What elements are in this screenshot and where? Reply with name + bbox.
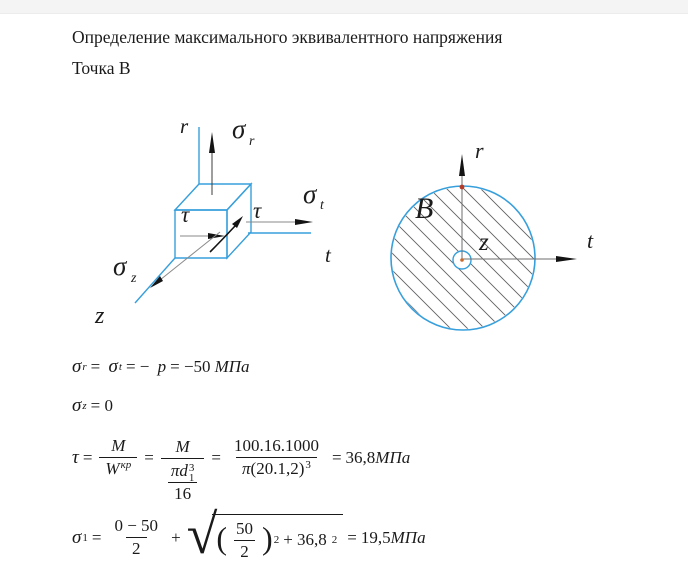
section-z-label: z xyxy=(479,229,489,256)
formula-tau xyxy=(72,411,410,504)
sigma-z-arrow xyxy=(150,232,220,288)
section-r-axis-label: r xyxy=(475,138,484,163)
equals: = xyxy=(347,527,357,547)
page-title: Определение максимального эквивалентного напряжения xyxy=(72,27,503,47)
formula-sigma-rt xyxy=(72,356,250,378)
section-r-axis-arrow xyxy=(459,154,465,260)
plus-term: + 36,8 xyxy=(283,530,327,550)
value: = −50 xyxy=(170,357,211,376)
denominator xyxy=(99,457,137,479)
denominator: 2 xyxy=(126,537,147,559)
sigma-t-sub: t xyxy=(320,198,324,213)
denominator: 2 xyxy=(234,540,255,562)
point-label: Точка B xyxy=(72,58,131,78)
result-value: 36,8 xyxy=(345,447,376,467)
denominator xyxy=(161,458,205,504)
inner-numerator xyxy=(165,461,201,482)
sigma-z-sub: z xyxy=(131,271,137,286)
numerator: 0 − 50 xyxy=(114,516,159,536)
unit-mpa: МПа xyxy=(375,447,411,467)
inner-denominator: 16 xyxy=(168,482,197,504)
tau-front-label: τ xyxy=(181,202,190,227)
var-sigma: σ xyxy=(72,356,82,377)
sigma-r-sub: r xyxy=(249,134,255,149)
sub-1: 1 xyxy=(82,531,88,544)
fraction-50-2 xyxy=(230,519,259,562)
cross-section-diagram xyxy=(375,130,610,345)
pi: π xyxy=(242,459,251,478)
var-sigma: σ xyxy=(72,526,82,548)
formula-sigma1 xyxy=(72,504,426,566)
equals: = xyxy=(82,447,93,467)
var-sigma: σ xyxy=(108,356,118,377)
equals: = xyxy=(211,447,221,467)
numerator: 100.16.1000 xyxy=(233,436,319,455)
cube-t-axis-label: t xyxy=(325,243,331,267)
paren-value: (20.1,2) xyxy=(250,459,305,478)
cube-r-axis-label: r xyxy=(180,114,189,138)
point-b-label: B xyxy=(415,192,434,225)
page-top-edge xyxy=(0,0,688,14)
sigma-t-label: σ xyxy=(303,179,317,209)
equals-zero: = 0 xyxy=(90,396,113,415)
sup-3: 3 xyxy=(188,462,195,474)
var-p: p xyxy=(157,357,167,376)
sub-t: t xyxy=(118,361,122,373)
radical-sign: √ xyxy=(186,504,218,566)
open-paren: ( xyxy=(216,520,228,557)
section-t-axis-label: t xyxy=(587,228,594,253)
unit-mpa: МПа xyxy=(390,527,426,547)
radicand xyxy=(212,514,343,562)
sup-2: 2 xyxy=(273,534,280,547)
fraction-m-pid3 xyxy=(161,411,205,504)
fraction-0-50 xyxy=(108,516,164,559)
sub-z: z xyxy=(82,400,87,412)
radical xyxy=(186,504,344,566)
equals-minus: = − xyxy=(125,357,154,376)
sigma-r-label: σ xyxy=(232,114,246,144)
fraction-numeric xyxy=(228,436,325,479)
close-paren: ) xyxy=(262,520,273,557)
sigma-z-label: σ xyxy=(113,251,127,281)
stress-element-diagram xyxy=(85,95,345,335)
section-t-axis-arrow xyxy=(463,256,577,262)
equals: = xyxy=(91,527,102,547)
result-value: 19,5 xyxy=(360,527,391,547)
sub-1: 1 xyxy=(188,472,195,484)
fraction-m-wkr xyxy=(99,436,137,479)
var-sigma: σ xyxy=(72,395,82,416)
equals: = xyxy=(331,447,342,467)
sub-r: r xyxy=(82,361,87,373)
numerator: 50 xyxy=(236,518,254,538)
sigma-r-arrow xyxy=(209,132,215,195)
denominator xyxy=(236,457,317,479)
numerator: M xyxy=(175,437,190,456)
center-marker xyxy=(460,258,464,262)
point-b-marker xyxy=(460,185,465,190)
sub-sup-stack xyxy=(189,463,195,483)
plus: + xyxy=(171,527,181,547)
equals: = xyxy=(90,357,105,376)
var-tau: τ xyxy=(72,446,79,468)
pi-d: πd xyxy=(170,461,188,480)
sup-3: 3 xyxy=(305,459,311,471)
numerator: M xyxy=(111,436,126,455)
cube-z-axis-label: z xyxy=(95,303,105,329)
equals: = xyxy=(144,447,154,467)
unit-mpa: МПа xyxy=(214,357,250,376)
var-w: W xyxy=(105,459,120,478)
tau-right-label: τ xyxy=(253,198,262,223)
sub-kr: кр xyxy=(120,459,132,471)
cube-outline xyxy=(135,127,311,303)
sup-2: 2 xyxy=(331,534,338,547)
inner-fraction xyxy=(165,461,201,504)
